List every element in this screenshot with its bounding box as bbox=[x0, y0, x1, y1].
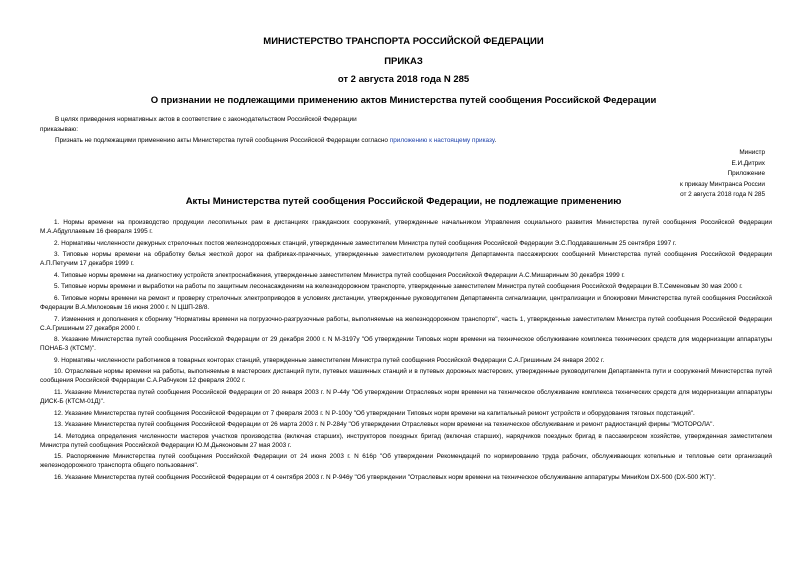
signature-block bbox=[680, 148, 765, 201]
intro-decision-end: . bbox=[494, 137, 497, 144]
document-date: от 2 августа 2018 года N 285 bbox=[337, 74, 470, 85]
list-item: 11. Указание Министерства путей сообщения Российской Федерации от 20 января 2003 г. N Р-44у "Об утверждении Отраслевых норм времени на техническое обслуживание комплекса технических средств для модернизации аппаратуры ДИСК-Б (КТСМ-01Д)". bbox=[40, 388, 772, 405]
list-item: 2. Нормативы численности дежурных стрелочных постов железнодорожных станций, утвержденные заместителем Министра путей сообщения Российской Федерации Э.С.Поддавашкиным 25 сентября 1997 г. bbox=[54, 239, 677, 247]
ministry-heading: МИНИСТЕРСТВО ТРАНСПОРТА РОССИЙСКОЙ ФЕДЕРАЦИИ bbox=[263, 36, 544, 47]
list-item: 15. Распоряжение Министерства путей сообщения Российской Федерации от 24 июня 2003 г. N 616р "Об утверждении Рекомендаций по нормированию труда рабочих, обслуживающих котельные и тепловые сети организаций железнодорожного транспорта общего пользования". bbox=[40, 453, 772, 470]
list-item: 10. Отраслевые нормы времени на работы, выполняемые в мастерских дистанций пути, путевых машинных станций и в путевых дорожных мастерских, утвержденные руководителем Департамента пути и сооружений Министерства путей сообщения Российской Федерации С.А.Рабчуком 12 февраля 2002 г. bbox=[40, 368, 772, 385]
appendix-section-title: Акты Министерства путей сообщения Российской Федерации, не подлежащие применению bbox=[185, 196, 622, 207]
list-item: 8. Указание Министерства путей сообщения Российской Федерации от 29 декабря 2000 г. N М-3197у "Об утверждении Типовых норм времени на техническое обслуживание комплекса технических средств для модернизации аппаратуры ПОНАБ-3 (КТСМ)". bbox=[40, 336, 772, 353]
list-item: 6. Типовые нормы времени на ремонт и проверку стрелочных электроприводов в условиях дистанции, утвержденные руководителем Департамента сигнализации, централизации и блокировки Министерства путей сообщения Российской Федерации В.А.Милоковым 16 июня 2000 г. N ЦШП-28/8. bbox=[40, 294, 772, 311]
list-item: 1. Нормы времени на производство продукции лесопильных рам в дистанциях гражданских сооружений, утвержденные начальником Управления социального развития Министерства путей сообщения Российской Федерации М.А.Абдуллаевым 16 февраля 1995 г. bbox=[40, 219, 772, 235]
list-item: 7. Изменения и дополнения к сборнику "Нормативы времени на погрузочно-разгрузочные работы, выполняемые на железнодорожном транспорте", часть 1, утвержденные заместителем Министра путей сообщения Российской Федерации С.А.Гришиным 27 декабря 2000 г. bbox=[40, 315, 772, 332]
list-item: 14. Методика определения численности мастеров участков производства (включая старших), инструкторов поездных бригад (включая старших), нарядчиков поездных бригад в пассажирском хозяйстве, утвержденная заместителем Министра путей сообщения Российской Федерации Ю.М.Дьяконовым 27 мая 2003 г. bbox=[40, 432, 772, 449]
appendix-order-date: от 2 августа 2018 года N 285 bbox=[680, 191, 765, 198]
list-item: 16. Указание Министерства путей сообщения Российской Федерации от 4 сентября 2003 г. N Р-946у "Об утверждении "Отраслевых норм времени на техническое обслуживание аппаратуры МиниКом DX-500 (DX-500 ЖТ)". bbox=[54, 473, 716, 481]
list-item: 13. Указание Министерства путей сообщения Российской Федерации от 26 марта 2003 г. N Р-284у "Об утверждении Отраслевых норм времени на техническое обслуживание и ремонт радиостанций фирмы "МОТОРОЛА". bbox=[54, 421, 715, 429]
intro-decision bbox=[55, 137, 496, 145]
intro-decision-text: Признать не подлежащими применению акты Министерства путей сообщения Российской Федерации согласно bbox=[55, 137, 390, 144]
appendix-link[interactable]: приложению к настоящему приказу bbox=[389, 137, 495, 144]
signatory-role: Министр bbox=[739, 149, 765, 156]
document-title: О признании не подлежащими применению актов Министерства путей сообщения Российской Федерации bbox=[150, 95, 657, 106]
document-type: ПРИКАЗ bbox=[384, 56, 423, 67]
appendix-label: Приложение bbox=[727, 170, 765, 177]
list-item: 5. Типовые нормы времени и выработки на работы по защитным лесонасаждениям на железнодорожном транспорте, утвержденные заместителем Министра путей сообщения Российской Федерации В.Т.Семеновым 30 мая 2000 г. bbox=[54, 283, 743, 291]
intro-order-word: приказываю: bbox=[40, 126, 78, 133]
appendix-to-order: к приказу Минтранса России bbox=[680, 180, 765, 188]
list-item: 12. Указание Министерства путей сообщения Российской Федерации от 7 февраля 2003 г. N Р-100у "Об утверждении Типовых норм времени на капитальный ремонт устройств и оборудования тяговых подстанций". bbox=[54, 409, 695, 417]
acts-list bbox=[40, 218, 772, 485]
signatory-name: Е.И.Дитрих bbox=[731, 159, 765, 167]
intro-purpose: В целях приведения нормативных актов в соответствие с законодательством Российской Федерации bbox=[55, 116, 357, 123]
list-item: 3. Типовые нормы времени на обработку белья жесткой дорог на фабриках-прачечных, утвержденные заместителем руководителя Департамента пассажирских сообщений Министерства путей сообщения Российской Федерации А.П.Петучим 17 декабря 1999 г. bbox=[40, 251, 772, 268]
list-item: 4. Типовые нормы времени на диагностику устройств электроснабжения, утвержденные заместителем Министра путей сообщения Российской Федерации А.С.Мишариным 30 декабря 1999 г. bbox=[54, 271, 625, 279]
list-item: 9. Нормативы численности работников в товарных конторах станций, утвержденные заместителем Министра путей сообщения Российской Федерации С.А.Гришиным 24 января 2002 г. bbox=[54, 356, 605, 364]
